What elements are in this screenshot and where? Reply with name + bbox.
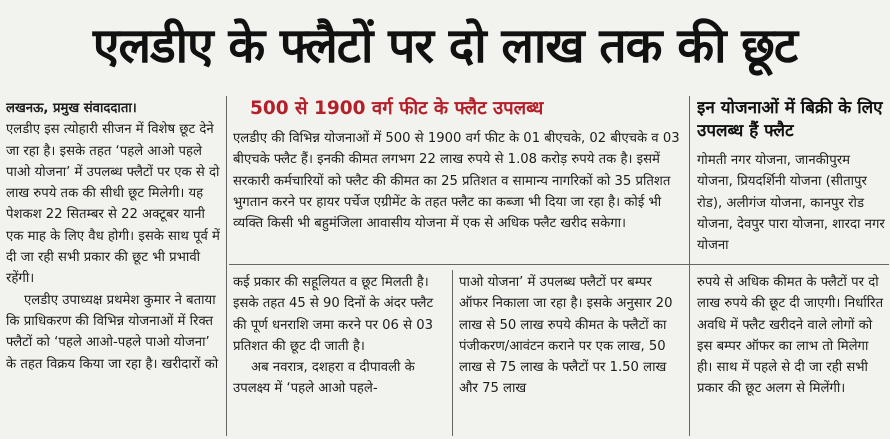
story-column-3: पाओ योजना’ में उपलब्ध फ्लैटों पर बम्पर ऑफर निकाला जा रहा है। इसके अनुसार 20 लाख से 50 लाख रुपये कीमत के फ्लैटों का पंजीकरण/आवंटन कराने पर एक लाख, 50 लाख से 75 लाख के फ्लैटों पर 1.50 लाख और 75 लाख	[459, 275, 673, 397]
column-divider	[226, 96, 227, 436]
box-schemes-body: गोमती नगर योजना, जानकीपुरम योजना, प्रियदर्शिनी योजना (सीतापुर रोड), अलीगंज योजना, कानपुर रोड योजना, देवपुर पारा योजना, शारदा नगर योजना	[697, 153, 885, 254]
box-flats-title: 500 से 1900 वर्ग फीट के फ्लैट उपलब्ध	[250, 98, 544, 119]
story-column-4: रुपये से अधिक कीमत के फ्लैटों पर दो लाख रुपये की छूट दी जाएगी। निर्धारित अवधि में फ्लैट खरीदने वाले लोगों को इस बम्पर ऑफर का लाभ तो मिलेगा ही। साथ में पहले से दी जा रही सभी प्रकार की छूट अलग से मिलेंगी।	[697, 275, 884, 397]
section-divider	[229, 264, 889, 265]
column-divider	[689, 96, 690, 436]
story-column-2	[233, 272, 445, 434]
byline: लखनऊ, प्रमुख संवाददाता।	[6, 101, 137, 116]
box-schemes-title: इन योजनाओं में बिक्री के लिए उपलब्ध हैं फ्लैट	[697, 98, 883, 141]
story-column-1	[6, 98, 220, 434]
headline: एलडीए के फ्लैटों पर दो लाख तक की छूट	[92, 18, 798, 74]
story-paragraph: एलडीए उपाध्यक्ष प्रथमेश कुमार ने बताया कि प्राधिकरण की विभिन्न योजनाओं में रिक्त फ्लैटों को ‘पहले आओ-पहले पाओ योजना’ के तहत विक्रय किया जा रहा है। खरीदारों को	[6, 292, 219, 372]
box-flats-body: एलडीए की विभिन्न योजनाओं में 500 से 1900 वर्ग फीट के 01 बीएचके, 02 बीएचके व 03 बीएचके फ्लैट हैं। इनकी कीमत लगभग 22 लाख रुपये से 1.08 करोड़ रुपये तक है। इसमें सरकारी कर्मचारियों को फ्लैट की कीमत का 25 प्रतिशत व सामान्य नागरिकों को 35 प्रतिशत भुगतान करने पर हायर पर्चेज एग्रीमेंट के तहत फ्लैट का कब्जा भी दिया जा रहा है। कोई भी व्यक्ति किसी भी बहुमंजिला आवासीय योजना में एक से अधिक फ्लैट खरीद सकेगा।	[233, 131, 680, 232]
story-paragraph: एलडीए इस त्योहारी सीजन में विशेष छूट देने जा रहा है। इसके तहत ‘पहले आओ पहले पाओ योजना’ में उपलब्ध फ्लैटों पर एक से दो लाख रुपये तक की सीधी छूट मिलेगी। यह पेशकश 22 सितम्बर से 22 अक्टूबर यानी एक माह के लिए वैध होगी। इसके साथ पूर्व में दी जा रही सभी प्रकार की छूट भी प्रभावी रहेंगी।	[6, 122, 220, 287]
column-divider	[452, 270, 453, 436]
story-paragraph: अब नवरात्र, दशहरा व दीपावली के उपलक्ष्य में ‘पहले आओ पहले-	[233, 360, 415, 397]
story-paragraph: कई प्रकार की सहूलियत व छूट मिलती है। इसके तहत 45 से 90 दिनों के अंदर फ्लैट की पूर्ण धनराशि जमा करने पर 06 से 03 प्रतिशत की छूट दी जाती है।	[233, 275, 434, 354]
